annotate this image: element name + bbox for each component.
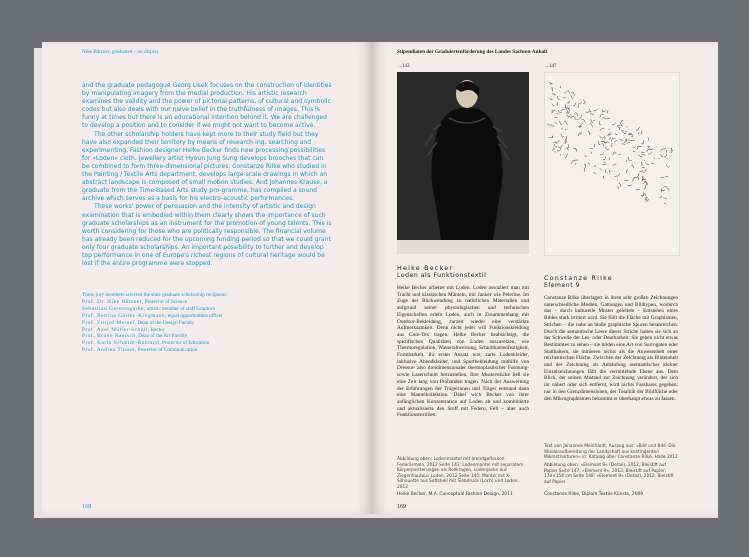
jury-member: Prof. Fritjof Meinel, Dean of the Design Faculty — [82, 319, 195, 326]
left-folio: 168 — [82, 504, 91, 510]
artist-name: Constanze Rilke — [544, 274, 613, 282]
jury-member: Prof. Karin Schmidt-Ruhland, Prorector of Education — [82, 340, 210, 347]
quote-credit: Text von Johannes Meinhardt, Auszug aus: »Bild und Bild. Die Wiederaufbereitung der Landschaft aus kontingenten Mikrostrukturen« in: Katalog über Constanze Rilke, Halle 2012 — [544, 444, 678, 461]
english-body-text — [82, 82, 332, 268]
project-title: Loden als Funktionstextil — [397, 272, 487, 279]
scribble-landscape-image — [545, 73, 679, 255]
book-spread — [28, 42, 718, 514]
jury-member: Prof. Andrea Tinnes, Prorector of Communication — [82, 347, 198, 354]
artist-credit: Heike Becker, M.A. Conceptual Fashion Design, 2011 — [397, 492, 513, 497]
left-running-head: Nike Bätzner, graduated – on display — [82, 49, 160, 55]
pencil-drawing — [544, 72, 680, 256]
paragraph: and the graduate pedagogue Georg Lisek focuses on the construction of identities by manipulating imagery from the medial production. His artistic research examines the validity and the power of pictorial patterns, of cultural and symbolic codes but also deals with our naive belief in the truthfulness of images. This is funny at times but there is an educational intention behind it. We are challenged to develop a position and to consider if we might not want to become active. — [82, 82, 332, 130]
jury-member: Prof. Bettina Göttke-Krogmann, equal opportunities officer — [82, 312, 223, 319]
jury-list — [82, 292, 332, 354]
image-caption: Abbildung oben: »Element 9« (Detail), 2012, Bleistift auf Papier Seite 147: »Element 9«, 2012, Bleistift auf Papier, 170×154 cm Seite 148: »Element 9« (Detail), 2012, Bleistift auf Papier — [544, 463, 674, 485]
jury-member: Prof. Dr. Nike Bätzner, Prorector of Science — [82, 298, 187, 305]
left-page — [42, 42, 372, 514]
german-body-text: Constanze Rilke überlagert in ihren sehr großen Zeichnungen unterschiedliche Medien, Gattungen und Bildtypen, wodurch das – durch kulturelle Muster geleitete – Entstehen eines Bildes stark irritiert wird. Sie füllt die Fläche mit Graphismen, Strichen – die nahe an bloße graphische Spuren heranreichen. Durch die semantische Leere dieser Striche halten sie sich an der Schwelle der Les- oder Deutbarkeit: Sie geben nicht etwas Bestimmtes zu sehen – sie bilden eine Art von Surrogaten oder Statthaltern, sie initiieren nichts als die Anwesenheit einer reichentischen Fläche. Zwischen der Zeichnung als Bildeinheit und der Zeichnung als Anhäufung asemantischer kleiner Einzelzeichnungen fällt die vermittelnde Ebene aus. Dem Blick, der seinen Abstand zur Zeichnung verändert, der sich ihr nähert oder sich entfernt, wird nichts Fassbares gegeben; nur in den Grenzdimensionen, der Totalität der Bildfläche oder den Mikrographismen bekommt er überhaupt etwas zu fassen. — [544, 295, 678, 402]
jury-member: Prof. Axel Müller-Schöll, Rector — [82, 326, 165, 333]
german-body-text: Heike Becker arbeitet mit Loden. Loden assoziiert man mit Tracht und klassischen Mänteln, mit Janker wie Pelerine. Im Zuge der Rückwendung zu natürlichen Materialien und aufgrund seiner physiologischen und technischen Eigenschaften erlebt Loden, auch in Zusammenhang mit Outdoor-Bekleidung, zurzeit wieder eine verstärkte Aufmerksamkeit. Denn nicht jeder will Funktionskleidung aus Gore-Tex tragen. Heike Becker beabsichtigt, die spezifischen Qualitäten von Loden auszureizen, wie Thermoregulation, Wasserabweisung, Schnittkantenfestigkeit, Formbarkeit. Ihr erster Ansatz war, zarte Lodenkleider, inklusive Abendkleider, und Sportbekleidung mithilfe von Dressur- also dreidimensionaler thermoplastischer Formung- sowie Laserschnitt herzustellen. Ihre Musterstücke ließ sie eine Zeit lang von Probanden tragen. Nach der Auswertung der Erfahrungen der Trägerinnen und Träger entstand dann eine Mantelkollektion. Dabei wich Becker von ihrer anfänglichen Konzentration auf Loden ab und kombinierte und aktualisierte den Stoff mit Federn, Fell – aber auch Funktionstextilien. — [397, 285, 529, 419]
entry-constanze-rilke — [544, 64, 676, 69]
project-title: Element 9 — [544, 282, 581, 289]
fashion-photo — [397, 72, 529, 254]
becker-text-block — [397, 264, 529, 419]
artist-name: Heike Becker — [397, 264, 454, 272]
feather-coat-figure-image — [397, 72, 529, 254]
page-reference: →147 — [544, 64, 557, 69]
right-page — [372, 42, 718, 514]
entry-heike-becker — [397, 64, 529, 69]
artist-credit: Constanze Rilke, Diplom Textile Künste, 2009 — [544, 492, 644, 497]
paragraph: The other scholarship holders have kept more to their study field but they have also expanded their territory by means of research-ing, searching and experimenting. Fashion designer Heike Becker finds new processing possibilities for »Loden« cloth. Jewellery artist Hyoun Jung Sung develops brooches that can be combined to form three-dimensional pictures. Constanze Rilke who studied in the Painting / Textile Arts department, develops large-scale drawings in which an abstract landscape is composed of small motion studies. And Johannes Krause, a graduate from the Time-Based Arts study pro-gramme, has compiled a sound archive which serves as a basis for his electro-acoustic performances. — [82, 130, 328, 203]
right-folio: 169 — [397, 504, 406, 510]
page-reference: →143 — [397, 64, 410, 69]
jury-member: Prof. Bruno Raetsch, Dean of the Art Faculty — [82, 333, 188, 340]
jury-intro: These jury members selected the state graduate scholarship recipients: — [82, 292, 228, 298]
pencil-strokes — [547, 82, 672, 205]
rilke-text-block — [544, 274, 678, 402]
paragraph: These works' power of persuasion and the intensity of artistic and design examination that is embodied within them clearly shows the importance of such graduate scholarships as an instrument for the promotion of young talents. This is worth considering for those who are politically responsible. The financial volume has already been reduced for the upcoming funding period so that we could grant only four graduate scholarships. An important possibility to further and develop top performance in one of Europe's richest regions of cultural heritage would be lost if the entire programme were stopped. — [82, 203, 332, 268]
image-caption: Abbildung oben: Lodenmantel mit arendgeflossen Federärmeln, 2012 Seite 143: Lodenmantel mit separatem Körperpolsterungen als Rollkragen, Lodenjacke aus Ziegenhautaus Loden, 2012 Seite 145: Mantel mit K-Silhouette aus Softshell mit Siebdruck (Loch) und Loden, 2012 — [397, 457, 524, 490]
right-running-head: Stipendiaten der Graduiertenförderung des Landes Sachsen-Anhalt — [397, 49, 548, 55]
jury-member: Sebastian Gerstengarbe, artistic member of staff Graphics — [82, 305, 216, 312]
